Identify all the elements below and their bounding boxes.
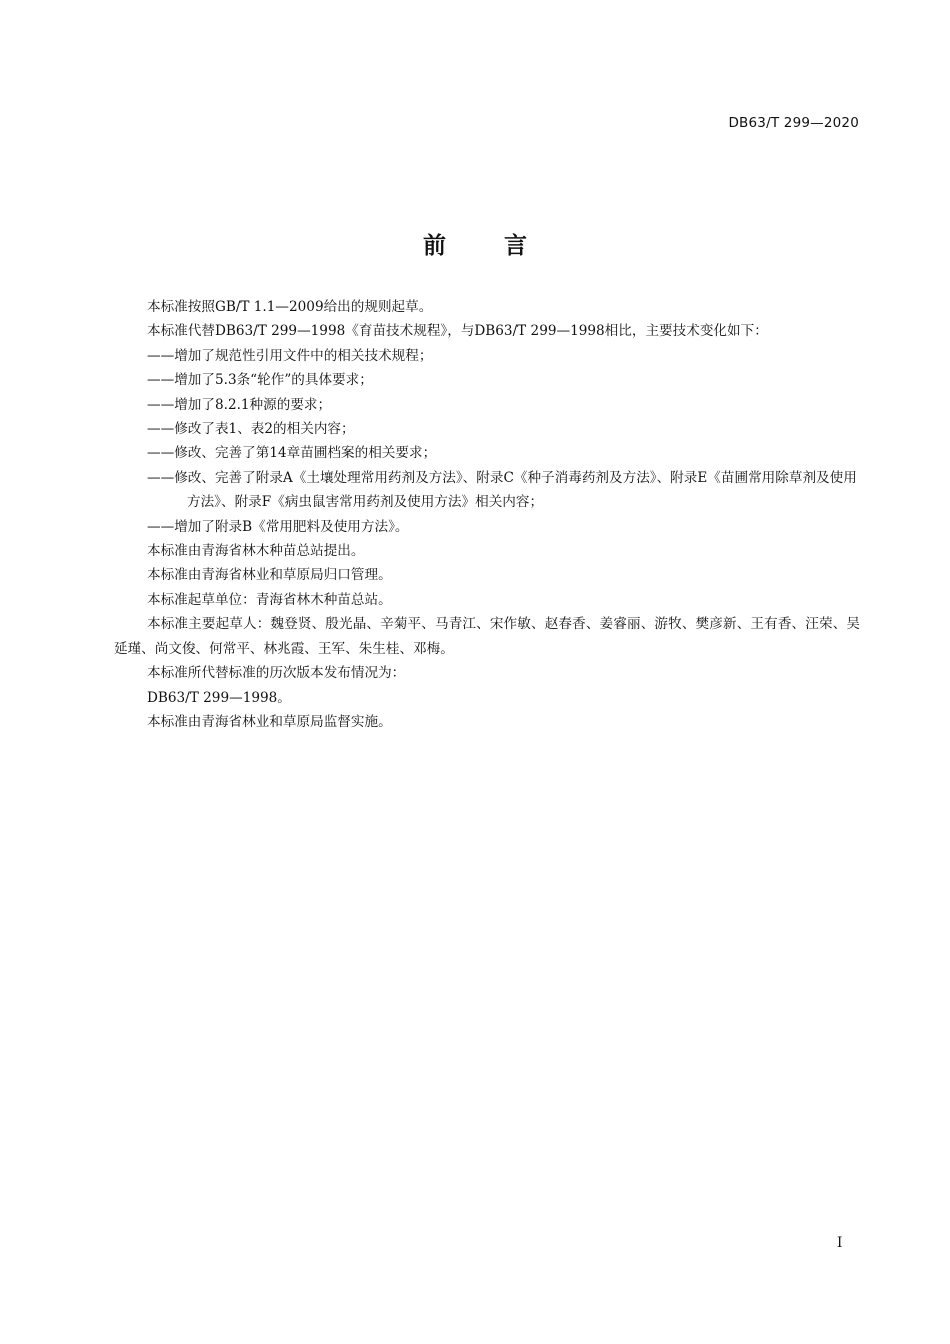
paragraph-drafters: 本标准主要起草人：魏登贤、殷光晶、辛菊平、马青江、宋作敏、赵春香、姜睿丽、游牧、樊彦新、王有香、汪荣、吴延瑾、尚文俊、何常平、林兆霞、王军、朱生桂、邓梅。 xyxy=(114,616,860,657)
document-body xyxy=(114,295,860,734)
change-item: ——修改、完善了附录A《土壤处理常用药剂及方法》、附录C《种子消毒药剂及方法》、附录E《苗圃常用除草剂及使用方法》、附录F《病虫鼠害常用药剂及使用方法》相关内容； xyxy=(147,469,857,511)
paragraph-previous-version: DB63/T 299—1998。 xyxy=(147,689,291,706)
paragraph-administration: 本标准由青海省林业和草原局归口管理。 xyxy=(147,567,392,584)
paragraph-version-history: 本标准所代替标准的历次版本发布情况为： xyxy=(147,665,406,682)
page-number: I xyxy=(837,1235,843,1251)
paragraph-drafting-unit: 本标准起草单位：青海省林木种苗总站。 xyxy=(147,591,392,608)
change-item: ——增加了附录B《常用肥料及使用方法》。 xyxy=(147,518,409,535)
change-item: ——增加了8.2.1种源的要求； xyxy=(147,396,332,413)
paragraph-drafting-rules: 本标准按照GB/T 1.1—2009给出的规则起草。 xyxy=(147,299,433,315)
paragraph-supervision: 本标准由青海省林业和草原局监督实施。 xyxy=(147,713,392,730)
change-item: ——增加了规范性引用文件中的相关技术规程； xyxy=(147,347,433,364)
paragraph-proposer: 本标准由青海省林木种苗总站提出。 xyxy=(147,543,365,560)
paragraph-replacement: 本标准代替DB63/T 299—1998《育苗技术规程》，与DB63/T 299—1998相比，主要技术变化如下： xyxy=(147,323,768,340)
change-item: ——增加了5.3条“轮作”的具体要求； xyxy=(147,372,373,389)
change-item: ——修改、完善了第14章苗圃档案的相关要求； xyxy=(147,445,437,462)
page-title: 前言 xyxy=(423,233,585,260)
change-item: ——修改了表1、表2的相关内容； xyxy=(147,421,355,438)
document-code: DB63/T 299—2020 xyxy=(728,115,859,131)
